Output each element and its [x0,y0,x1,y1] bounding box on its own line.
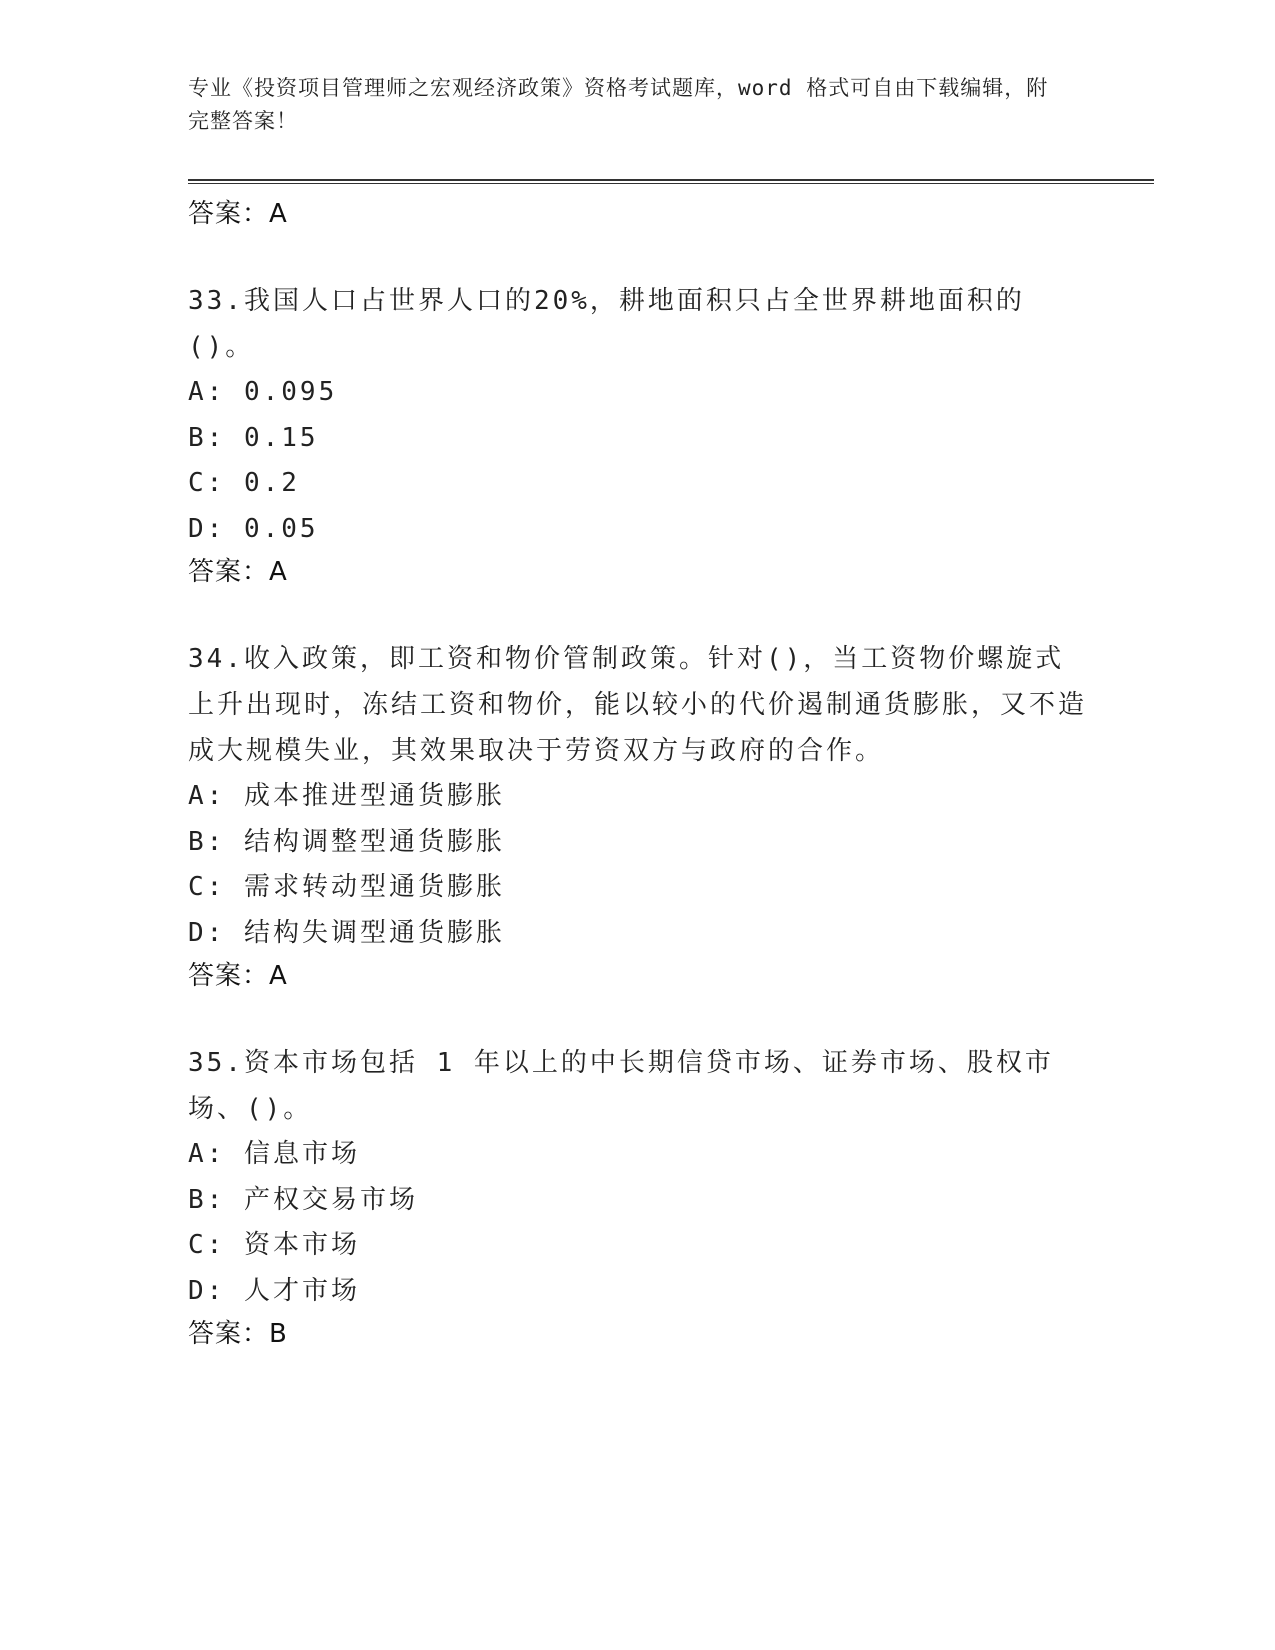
document-header: 专业《投资项目管理师之宏观经济政策》资格考试题库，word 格式可自由下载编辑，附完整答案！ [188,76,1049,133]
option-b: B: 0.15 [188,422,319,453]
question-33 [188,278,1088,592]
spacer [188,234,1088,278]
option-b: B: 产权交易市场 [188,1184,418,1215]
option-a: A: 成本推进型通货膨胀 [188,781,505,811]
question-34 [188,636,1088,996]
answer-label: 答案： [188,199,270,229]
answer-line [188,552,1088,592]
option-c: C: 0.2 [188,468,300,498]
answer-label: 答案： [188,557,270,587]
question-text: 33.我国人口占世界人口的20%，耕地面积只占全世界耕地面积的()。 [188,286,1025,362]
question-text: 35.资本市场包括 1 年以上的中长期信贷市场、证券市场、股权市场、()。 [188,1048,1054,1124]
answer-line [188,956,1088,996]
option-a: A: 0.095 [188,377,338,407]
option-a: A: 信息市场 [188,1139,360,1169]
option-c: C: 资本市场 [188,1230,360,1260]
spacer [188,592,1088,636]
option-c: C: 需求转动型通货膨胀 [188,872,505,902]
answer-value: B [269,1319,288,1349]
option-d: D: 结构失调型通货膨胀 [188,917,505,948]
option-d: D: 人才市场 [188,1275,360,1306]
answer-value: A [269,199,288,229]
answer-value: A [269,961,288,991]
answer-line [188,194,1088,234]
answer-label: 答案： [188,1319,270,1349]
answer-value: A [269,557,288,587]
spacer [188,996,1088,1040]
header-divider [188,179,1154,184]
option-d: D: 0.05 [188,513,319,544]
question-35 [188,1040,1088,1354]
option-b: B: 结构调整型通货膨胀 [188,826,505,857]
answer-line [188,1314,1088,1354]
answer-label: 答案： [188,961,270,991]
question-text: 34.收入政策，即工资和物价管制政策。针对()，当工资物价螺旋式上升出现时，冻结工资和物价，能以较小的代价遏制通货膨胀，又不造成大规模失业，其效果取决于劳资双方与政府的合作。 [188,644,1088,766]
question-list [188,192,1088,1354]
